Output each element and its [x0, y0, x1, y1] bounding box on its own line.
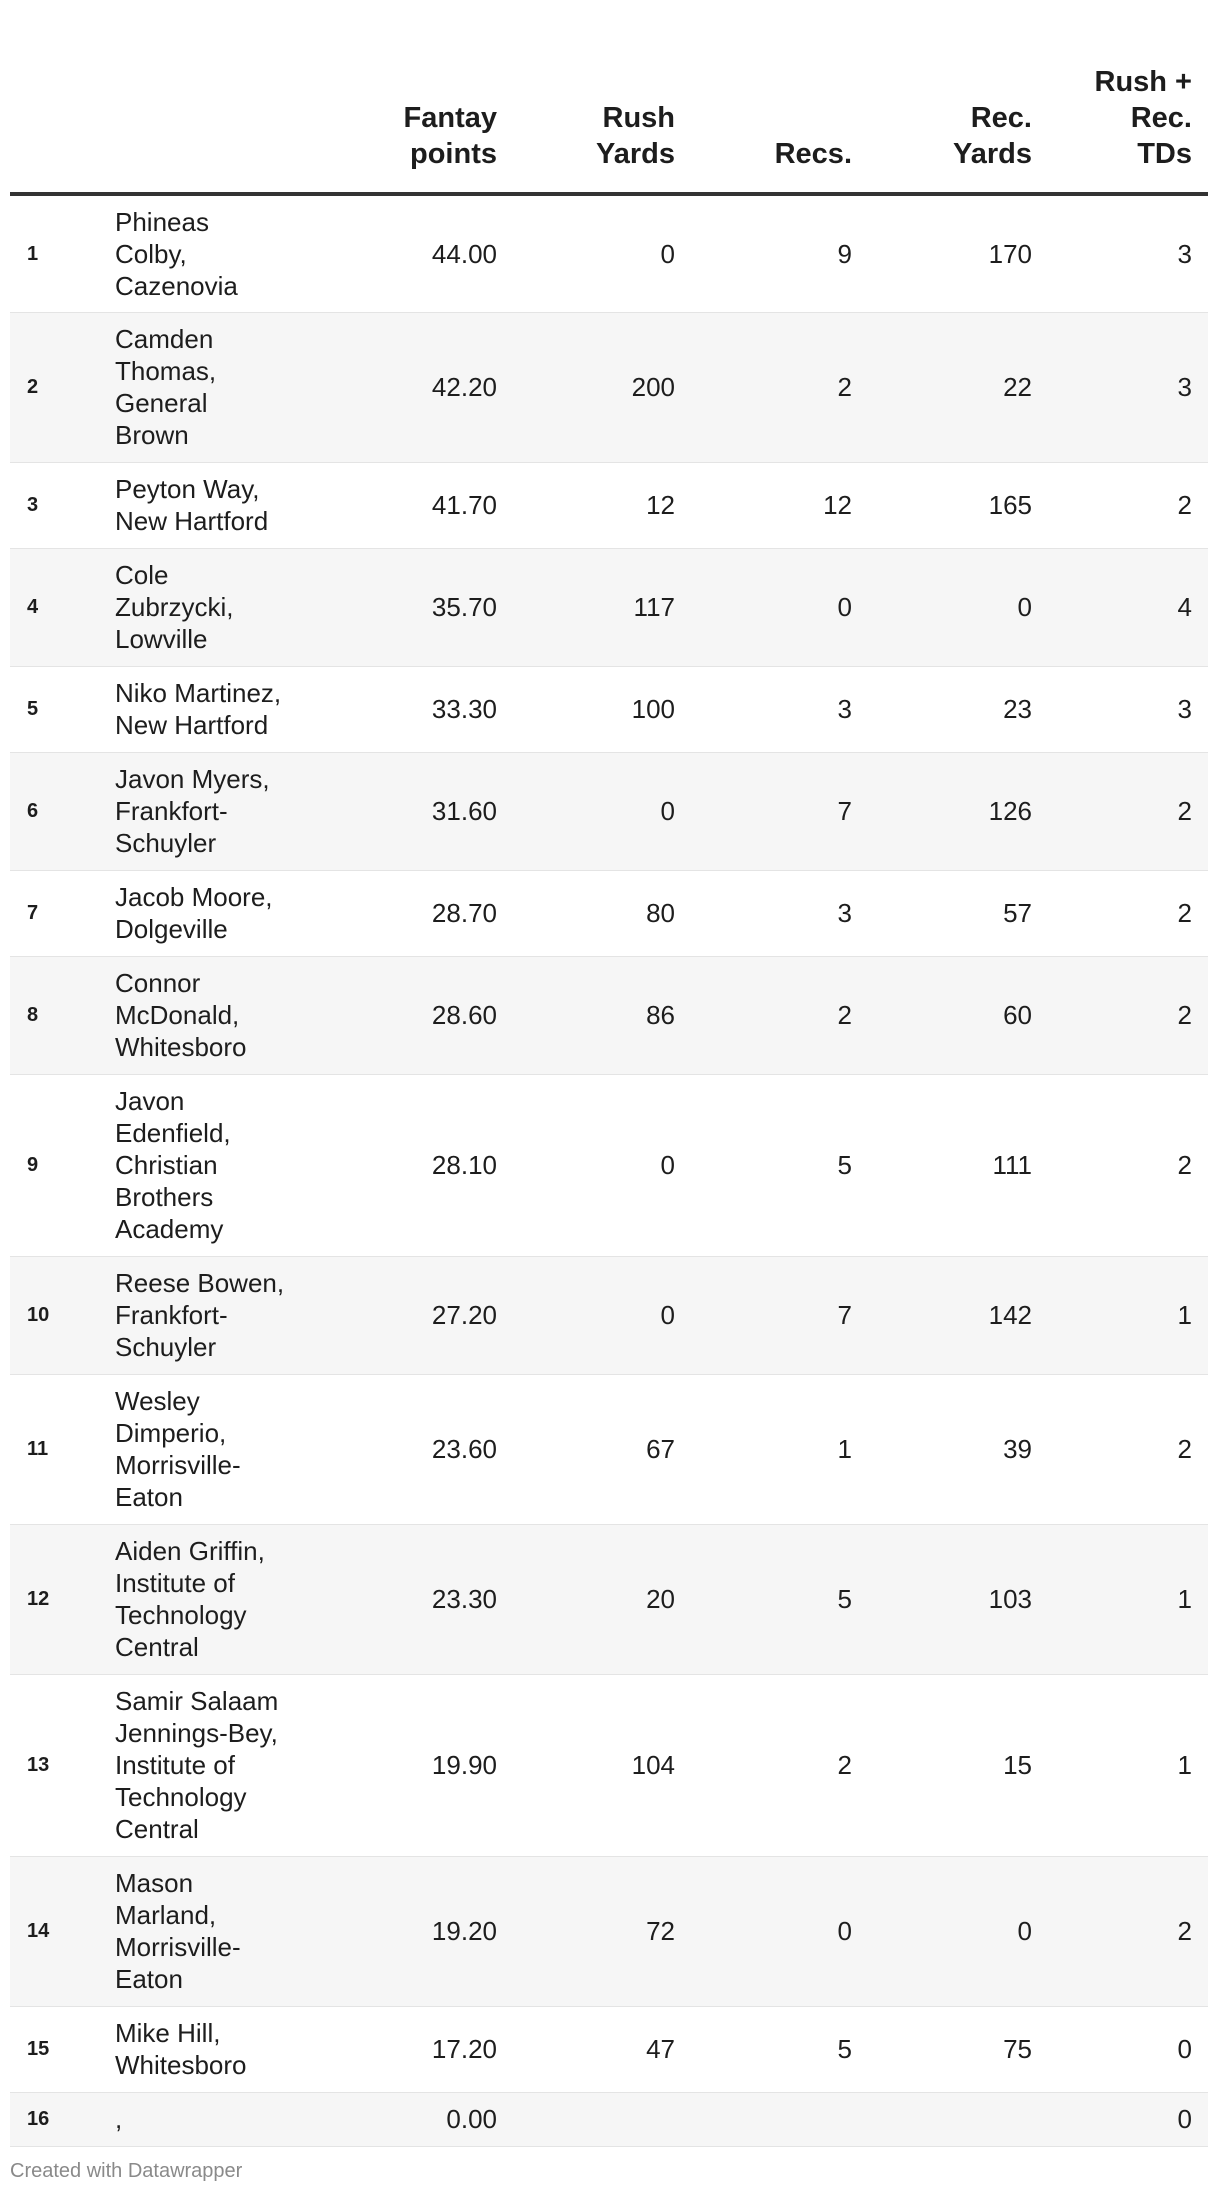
rec-yards-cell: 170 [852, 194, 1032, 312]
rank-cell: 9 [10, 1074, 115, 1256]
receptions-cell: 7 [675, 752, 852, 870]
touchdowns-cell: 1 [1032, 1524, 1208, 1674]
receptions-cell: 0 [675, 1856, 852, 2006]
header-row [10, 0, 1208, 194]
receptions-cell: 2 [675, 312, 852, 462]
rush-yards-cell: 72 [497, 1856, 675, 2006]
receptions-cell: 3 [675, 870, 852, 956]
touchdowns-cell: 1 [1032, 1256, 1208, 1374]
player-name-cell: Phineas Colby, Cazenovia [115, 194, 325, 312]
rank-cell: 3 [10, 462, 115, 548]
table-row [10, 194, 1208, 312]
rush-yards-cell: 47 [497, 2006, 675, 2092]
stats-table-container [10, 0, 1208, 2147]
player-name-cell: Wesley Dimperio, Morrisville- Eaton [115, 1374, 325, 1524]
rush-yards-cell: 20 [497, 1524, 675, 1674]
table-row [10, 2092, 1208, 2146]
receptions-cell: 1 [675, 1374, 852, 1524]
rank-cell: 11 [10, 1374, 115, 1524]
fantasy-points-cell: 23.30 [325, 1524, 497, 1674]
rank-cell: 1 [10, 194, 115, 312]
fantasy-points-cell: 23.60 [325, 1374, 497, 1524]
fantasy-points-cell: 19.20 [325, 1856, 497, 2006]
header-rec-yards-label: Rec. Yards [953, 102, 1032, 170]
rush-yards-cell: 86 [497, 956, 675, 1074]
touchdowns-cell: 2 [1032, 956, 1208, 1074]
table-row [10, 870, 1208, 956]
player-name-cell: Peyton Way, New Hartford [115, 462, 325, 548]
player-name-cell: Jacob Moore, Dolgeville [115, 870, 325, 956]
player-name-cell: Mike Hill, Whitesboro [115, 2006, 325, 2092]
rec-yards-cell: 60 [852, 956, 1032, 1074]
fantasy-points-cell: 33.30 [325, 666, 497, 752]
header-recs-label: Recs. [774, 138, 852, 170]
fantasy-points-cell: 17.20 [325, 2006, 497, 2092]
receptions-cell: 9 [675, 194, 852, 312]
touchdowns-cell: 3 [1032, 194, 1208, 312]
player-name-cell: Connor McDonald, Whitesboro [115, 956, 325, 1074]
rec-yards-cell: 126 [852, 752, 1032, 870]
table-row [10, 2006, 1208, 2092]
player-name-cell: Cole Zubrzycki, Lowville [115, 548, 325, 666]
table-row [10, 548, 1208, 666]
rank-cell: 12 [10, 1524, 115, 1674]
rec-yards-cell: 0 [852, 1856, 1032, 2006]
player-name-cell: Mason Marland, Morrisville- Eaton [115, 1856, 325, 2006]
rush-yards-cell: 0 [497, 752, 675, 870]
receptions-cell [675, 2092, 852, 2146]
table-row [10, 666, 1208, 752]
touchdowns-cell: 1 [1032, 1674, 1208, 1856]
fantasy-points-cell: 27.20 [325, 1256, 497, 1374]
header-rank [10, 0, 115, 194]
player-name-cell: Javon Myers, Frankfort- Schuyler [115, 752, 325, 870]
header-rush-rec-tds-label: Rush + Rec. TDs [1094, 66, 1192, 170]
rush-yards-cell: 80 [497, 870, 675, 956]
fantasy-points-cell: 44.00 [325, 194, 497, 312]
player-name-cell: , [115, 2092, 325, 2146]
header-rush-yards-label: Rush Yards [596, 102, 675, 170]
fantasy-points-cell: 28.60 [325, 956, 497, 1074]
rec-yards-cell: 165 [852, 462, 1032, 548]
rec-yards-cell: 0 [852, 548, 1032, 666]
header-rush-yards [497, 0, 675, 194]
touchdowns-cell: 0 [1032, 2092, 1208, 2146]
rank-cell: 13 [10, 1674, 115, 1856]
receptions-cell: 3 [675, 666, 852, 752]
fantasy-points-cell: 0.00 [325, 2092, 497, 2146]
rec-yards-cell [852, 2092, 1032, 2146]
rush-yards-cell: 0 [497, 194, 675, 312]
touchdowns-cell: 3 [1032, 312, 1208, 462]
player-name-cell: Aiden Griffin, Institute of Technology Central [115, 1524, 325, 1674]
touchdowns-cell: 2 [1032, 752, 1208, 870]
rec-yards-cell: 75 [852, 2006, 1032, 2092]
touchdowns-cell: 2 [1032, 1856, 1208, 2006]
rush-yards-cell: 200 [497, 312, 675, 462]
rec-yards-cell: 23 [852, 666, 1032, 752]
datawrapper-credit: Created with Datawrapper [10, 2160, 243, 2182]
rush-yards-cell: 0 [497, 1074, 675, 1256]
touchdowns-cell: 2 [1032, 1374, 1208, 1524]
rank-cell: 15 [10, 2006, 115, 2092]
header-rush-rec-tds [1032, 0, 1208, 194]
rush-yards-cell: 67 [497, 1374, 675, 1524]
fantasy-points-cell: 28.10 [325, 1074, 497, 1256]
receptions-cell: 5 [675, 1524, 852, 1674]
rank-cell: 10 [10, 1256, 115, 1374]
receptions-cell: 2 [675, 956, 852, 1074]
player-name-cell: Niko Martinez, New Hartford [115, 666, 325, 752]
table-row [10, 956, 1208, 1074]
receptions-cell: 5 [675, 1074, 852, 1256]
rush-yards-cell: 12 [497, 462, 675, 548]
rank-cell: 4 [10, 548, 115, 666]
rush-yards-cell: 0 [497, 1256, 675, 1374]
rec-yards-cell: 142 [852, 1256, 1032, 1374]
table-body [10, 194, 1208, 2146]
table-row [10, 1856, 1208, 2006]
rec-yards-cell: 57 [852, 870, 1032, 956]
fantasy-points-cell: 42.20 [325, 312, 497, 462]
fantasy-points-cell: 41.70 [325, 462, 497, 548]
table-row [10, 1524, 1208, 1674]
rush-yards-cell: 117 [497, 548, 675, 666]
table-row [10, 1374, 1208, 1524]
rush-yards-cell: 104 [497, 1674, 675, 1856]
header-fantasy-points [325, 0, 497, 194]
rush-yards-cell: 100 [497, 666, 675, 752]
table-row [10, 1256, 1208, 1374]
rec-yards-cell: 39 [852, 1374, 1032, 1524]
rank-cell: 2 [10, 312, 115, 462]
rec-yards-cell: 111 [852, 1074, 1032, 1256]
touchdowns-cell: 4 [1032, 548, 1208, 666]
rank-cell: 6 [10, 752, 115, 870]
fantasy-points-cell: 31.60 [325, 752, 497, 870]
header-recs [675, 0, 852, 194]
table-row [10, 1674, 1208, 1856]
player-name-cell: Javon Edenfield, Christian Brothers Academy [115, 1074, 325, 1256]
fantasy-points-cell: 35.70 [325, 548, 497, 666]
player-name-cell: Camden Thomas, General Brown [115, 312, 325, 462]
table-row [10, 1074, 1208, 1256]
touchdowns-cell: 2 [1032, 462, 1208, 548]
header-name [115, 0, 325, 194]
rank-cell: 8 [10, 956, 115, 1074]
rank-cell: 5 [10, 666, 115, 752]
touchdowns-cell: 2 [1032, 870, 1208, 956]
touchdowns-cell: 0 [1032, 2006, 1208, 2092]
table-row [10, 462, 1208, 548]
player-name-cell: Samir Salaam Jennings-Bey, Institute of Technology Central [115, 1674, 325, 1856]
rank-cell: 16 [10, 2092, 115, 2146]
table-header [10, 0, 1208, 194]
receptions-cell: 7 [675, 1256, 852, 1374]
receptions-cell: 5 [675, 2006, 852, 2092]
fantasy-points-cell: 19.90 [325, 1674, 497, 1856]
touchdowns-cell: 2 [1032, 1074, 1208, 1256]
rank-cell: 7 [10, 870, 115, 956]
receptions-cell: 2 [675, 1674, 852, 1856]
rush-yards-cell [497, 2092, 675, 2146]
player-name-cell: Reese Bowen, Frankfort- Schuyler [115, 1256, 325, 1374]
receptions-cell: 12 [675, 462, 852, 548]
rank-cell: 14 [10, 1856, 115, 2006]
header-fantasy-points-label: Fantay points [403, 102, 497, 170]
fantasy-stats-table [10, 0, 1208, 2147]
rec-yards-cell: 15 [852, 1674, 1032, 1856]
fantasy-points-cell: 28.70 [325, 870, 497, 956]
rec-yards-cell: 103 [852, 1524, 1032, 1674]
table-row [10, 312, 1208, 462]
header-rec-yards [852, 0, 1032, 194]
touchdowns-cell: 3 [1032, 666, 1208, 752]
table-row [10, 752, 1208, 870]
receptions-cell: 0 [675, 548, 852, 666]
rec-yards-cell: 22 [852, 312, 1032, 462]
